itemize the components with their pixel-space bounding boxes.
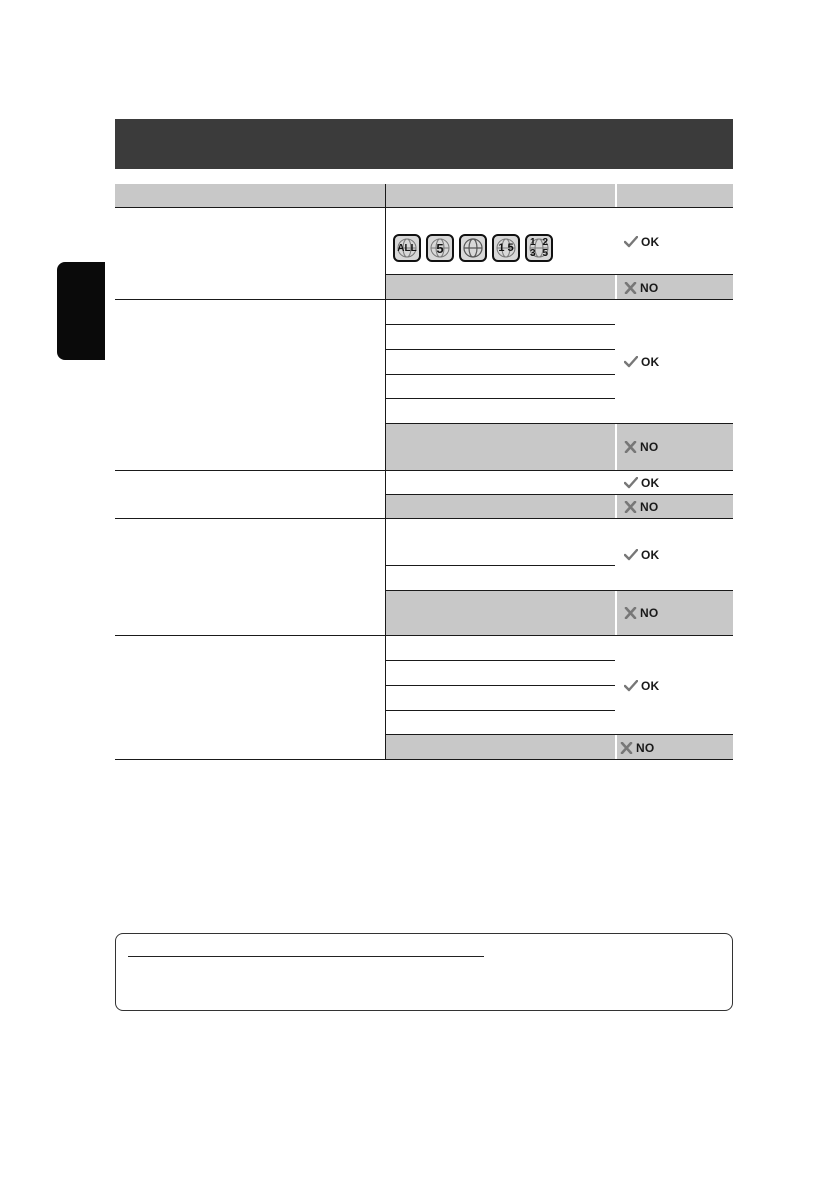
row-divider — [385, 565, 615, 566]
region-globe-icon — [459, 234, 487, 262]
row-divider — [385, 660, 615, 661]
table-row-unsupported — [385, 735, 733, 759]
no-label: NO — [640, 440, 659, 454]
column-divider — [615, 184, 617, 759]
row-divider — [385, 374, 615, 375]
no-label: NO — [636, 741, 655, 755]
language-side-tab — [57, 262, 105, 360]
ok-label: OK — [641, 235, 660, 249]
check-icon — [624, 549, 638, 561]
group-divider — [115, 470, 733, 471]
ok-badge — [624, 679, 659, 693]
region-5-icon: 5 — [426, 234, 454, 262]
no-label: NO — [640, 281, 659, 295]
row-divider — [385, 349, 615, 350]
no-label: NO — [640, 500, 659, 514]
ok-badge — [624, 355, 659, 369]
no-badge — [624, 440, 658, 454]
ok-label: OK — [641, 679, 660, 693]
row-divider — [385, 274, 733, 275]
row-divider — [385, 398, 615, 399]
no-badge — [624, 500, 658, 514]
ok-label: OK — [641, 548, 660, 562]
table-header-row — [115, 184, 733, 207]
region-code-icons — [393, 234, 553, 262]
check-icon — [624, 236, 638, 248]
group-divider — [115, 299, 733, 300]
group-divider — [115, 759, 733, 760]
note-box — [115, 933, 733, 1011]
cross-icon — [624, 501, 637, 513]
row-divider — [385, 590, 733, 591]
table-row-unsupported — [385, 424, 733, 470]
row-divider — [385, 685, 615, 686]
no-badge — [620, 741, 654, 755]
no-label: NO — [640, 606, 659, 620]
page-title-bar — [115, 119, 733, 169]
ok-badge — [624, 476, 659, 490]
ok-badge — [624, 235, 659, 249]
row-divider — [385, 494, 733, 495]
row-divider — [385, 710, 615, 711]
no-badge — [624, 606, 658, 620]
group-divider — [115, 635, 733, 636]
ok-badge — [624, 548, 659, 562]
region-multi-icon: 1 2 3 5 — [525, 234, 553, 262]
ok-label: OK — [641, 476, 660, 490]
group-divider — [115, 207, 733, 208]
ok-label: OK — [641, 355, 660, 369]
column-divider — [385, 184, 386, 759]
check-icon — [624, 680, 638, 692]
check-icon — [624, 477, 638, 489]
table-row-unsupported — [385, 590, 733, 635]
region-1-5-icon: 1 5 — [492, 234, 520, 262]
cross-icon — [624, 282, 637, 294]
region-all-icon: ALL — [393, 234, 421, 262]
row-divider — [385, 324, 615, 325]
table-row-unsupported — [385, 494, 733, 518]
row-divider — [385, 423, 733, 424]
table-row-unsupported — [385, 275, 733, 299]
no-badge — [624, 281, 658, 295]
note-underline — [128, 956, 484, 957]
check-icon — [624, 356, 638, 368]
cross-icon — [624, 441, 637, 453]
row-divider — [385, 734, 733, 735]
cross-icon — [620, 742, 633, 754]
cross-icon — [624, 607, 637, 619]
group-divider — [115, 518, 733, 519]
